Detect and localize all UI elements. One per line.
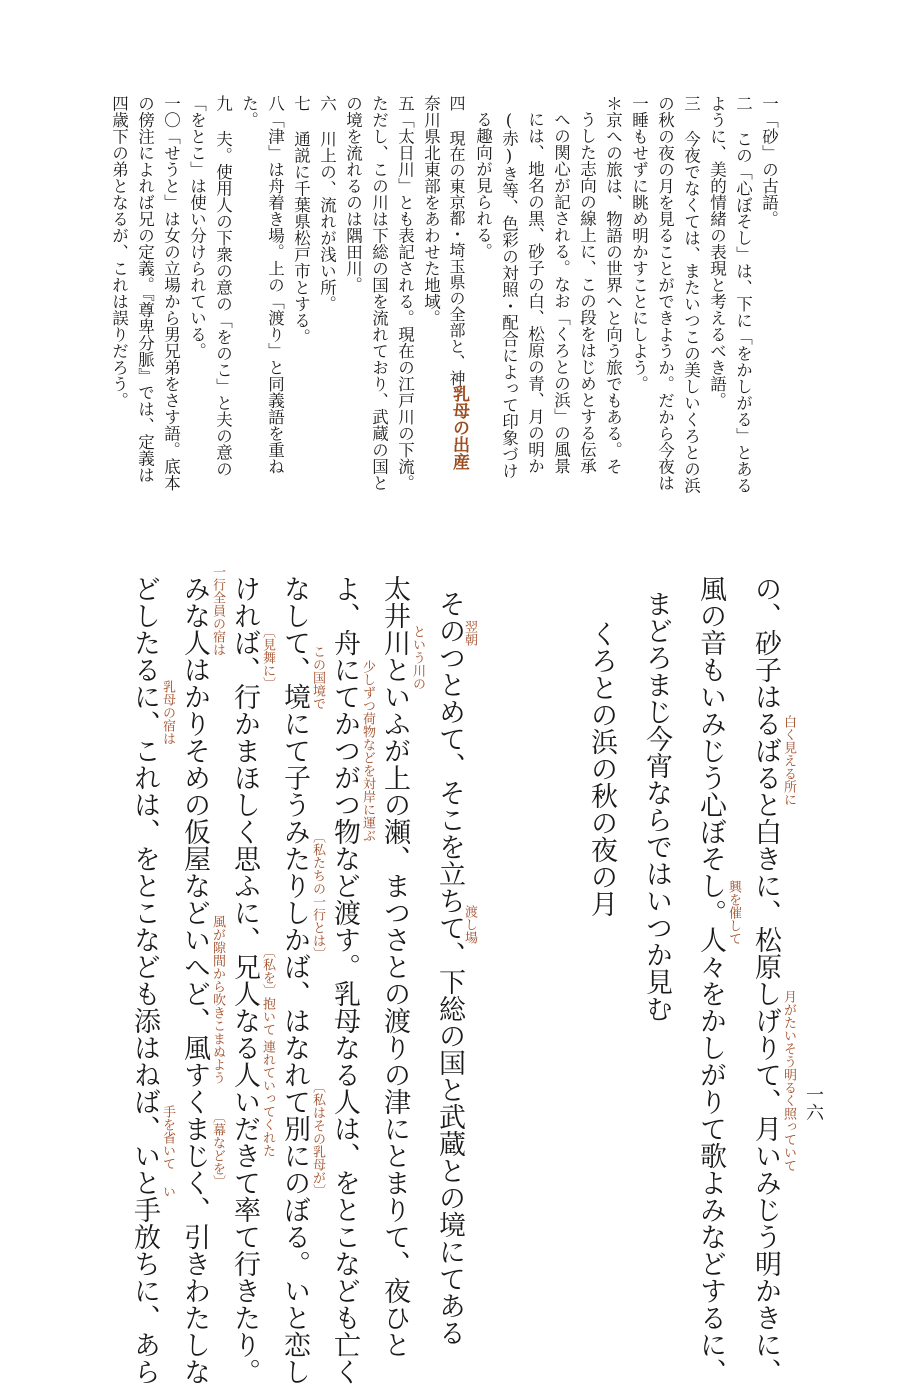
- annotation: この国境で: [310, 645, 325, 710]
- annotation: い: [160, 1185, 175, 1198]
- note-line: 一睡もせずに眺め明かすことにしよう。: [629, 95, 649, 392]
- annotation: 〔私たちの一行とは〕: [310, 830, 325, 960]
- note-line: の傍注によれば兄の定義。『尊卑分脈』では、定義は: [135, 95, 155, 483]
- main-text-line: どしたるに、これは、をとこなども添はねば、いと手放ちに、あら: [129, 575, 160, 1385]
- note-line: た。: [239, 95, 259, 128]
- note-line: 一「砂」の古語。: [759, 95, 779, 227]
- annotation: 渡し場: [462, 905, 477, 944]
- main-text-line: なして、境にて子うみたりしかば、はなれて別にのぼる。いと恋し: [279, 575, 310, 1385]
- annotation: 〔私を〕抱いて: [260, 945, 275, 1036]
- page-number: 一六: [803, 1085, 824, 1121]
- annotation: 月がたいそう明るく照っていて: [781, 990, 796, 1172]
- note-line: 八「津」は舟着き場。上の「渡り」と同義語を重ね: [265, 95, 285, 475]
- note-line: の境を流れるのは隅田川。: [343, 95, 363, 293]
- note-line: 七 通説に千葉県松戸市とする。: [291, 95, 311, 345]
- note-line: 「をとこ」は使い分けられている。: [187, 95, 207, 359]
- note-line: 五「太日川」とも表記される。現在の江戸川の下流。: [395, 95, 415, 491]
- poem-line-1: まどろまじ今宵ならではいつか見む: [641, 590, 672, 1022]
- note-line: (赤)き等、色彩の対照・配合によって印象づけ: [499, 111, 519, 479]
- annotation: 〔幕などを〕: [210, 1110, 225, 1188]
- note-line: 一〇「せうと」は女の立場から男兄弟をさす語。底本: [161, 95, 181, 491]
- note-line: 二 この「心ぼそし」は、下に「をかしがる」とある: [733, 95, 753, 494]
- main-text-line: みな人はかりそめの仮屋などいへど、風すくまじく、引きわたしな: [179, 575, 210, 1385]
- main-text-line: そのつとめて、そこを立ちて、下総の国と武蔵との境にてある: [434, 590, 465, 1346]
- main-text-line: の、砂子はるばると白きに、松原しげりて、月いみじう明かきに、: [750, 575, 781, 1385]
- note-line: 三 今夜でなくては、またいつこの美しいくろとの浜: [681, 95, 701, 494]
- annotation: 興を催して: [726, 880, 741, 945]
- note-line: 四歳下の弟となるが、これは誤りだろう。: [109, 95, 129, 409]
- note-line: 奈川県北東部をあわせた地域。: [421, 95, 441, 326]
- annotation: 白く見える所に: [781, 715, 796, 806]
- main-text-line: ければ、行かまほしく思ふに、兄人なる人いだきて率て行きたり。: [229, 575, 260, 1385]
- annotation: 一行全員の宿は: [210, 565, 225, 656]
- note-line: る趣向が見られる。: [473, 111, 493, 260]
- note-line: には、地名の黒、砂子の白、松原の青、月の明か: [525, 111, 545, 474]
- annotation: という川の: [410, 625, 425, 690]
- note-line: ただし、この川は下総の国を流れており、武蔵の国と: [369, 95, 389, 491]
- poem-line-2: くろとの浜の秋の夜の月: [586, 620, 617, 917]
- note-line: ように、美的情緒の表現と考えるべき語。: [707, 95, 727, 409]
- annotation: 手を省いて: [160, 1105, 175, 1170]
- annotation: 風が隙間から吹きこまぬよう: [210, 915, 225, 1084]
- note-line: ＊京への旅は、物語の世界へと向う旅でもある。そ: [603, 95, 623, 475]
- note-line: の秋の夜の月を見ることができようか。だから今夜は: [655, 95, 675, 491]
- note-line: 四 現在の東京都・埼玉県の全部と、神: [447, 95, 466, 386]
- annotation: 〔見舞に〕: [260, 625, 275, 690]
- main-text-line: 太井川といふが上の瀬、まつさとの渡りの津にとまりて、夜ひと: [379, 575, 410, 1358]
- note-line: うした志向の線上に、この段をはじめとする伝承: [577, 111, 597, 474]
- annotation: 乳母の宿は: [160, 680, 175, 745]
- annotation: 〔私はその乳母が〕: [310, 1080, 325, 1197]
- side-heading: 乳母の出産: [449, 385, 469, 470]
- annotation: 少しずつ荷物などを対岸に運ぶ: [360, 660, 375, 842]
- note-line: 六 川上の、流れが浅い所。: [317, 95, 337, 312]
- main-text-line: 風の音もいみじう心ぼそし。人々をかしがりて歌よみなどするに、: [695, 575, 726, 1385]
- note-line: への関心が記される。なお「くろとの浜」の風景: [551, 111, 571, 474]
- annotation: 連れていってくれた: [260, 1040, 275, 1157]
- note-line: 九 夫。使用人の下衆の意の「をのこ」と夫の意の: [213, 95, 233, 477]
- annotation: 翌朝: [462, 620, 477, 646]
- main-text-line: よ、舟にてかつがつ物など渡す。乳母なる人は、をとこなども亡く: [329, 575, 360, 1385]
